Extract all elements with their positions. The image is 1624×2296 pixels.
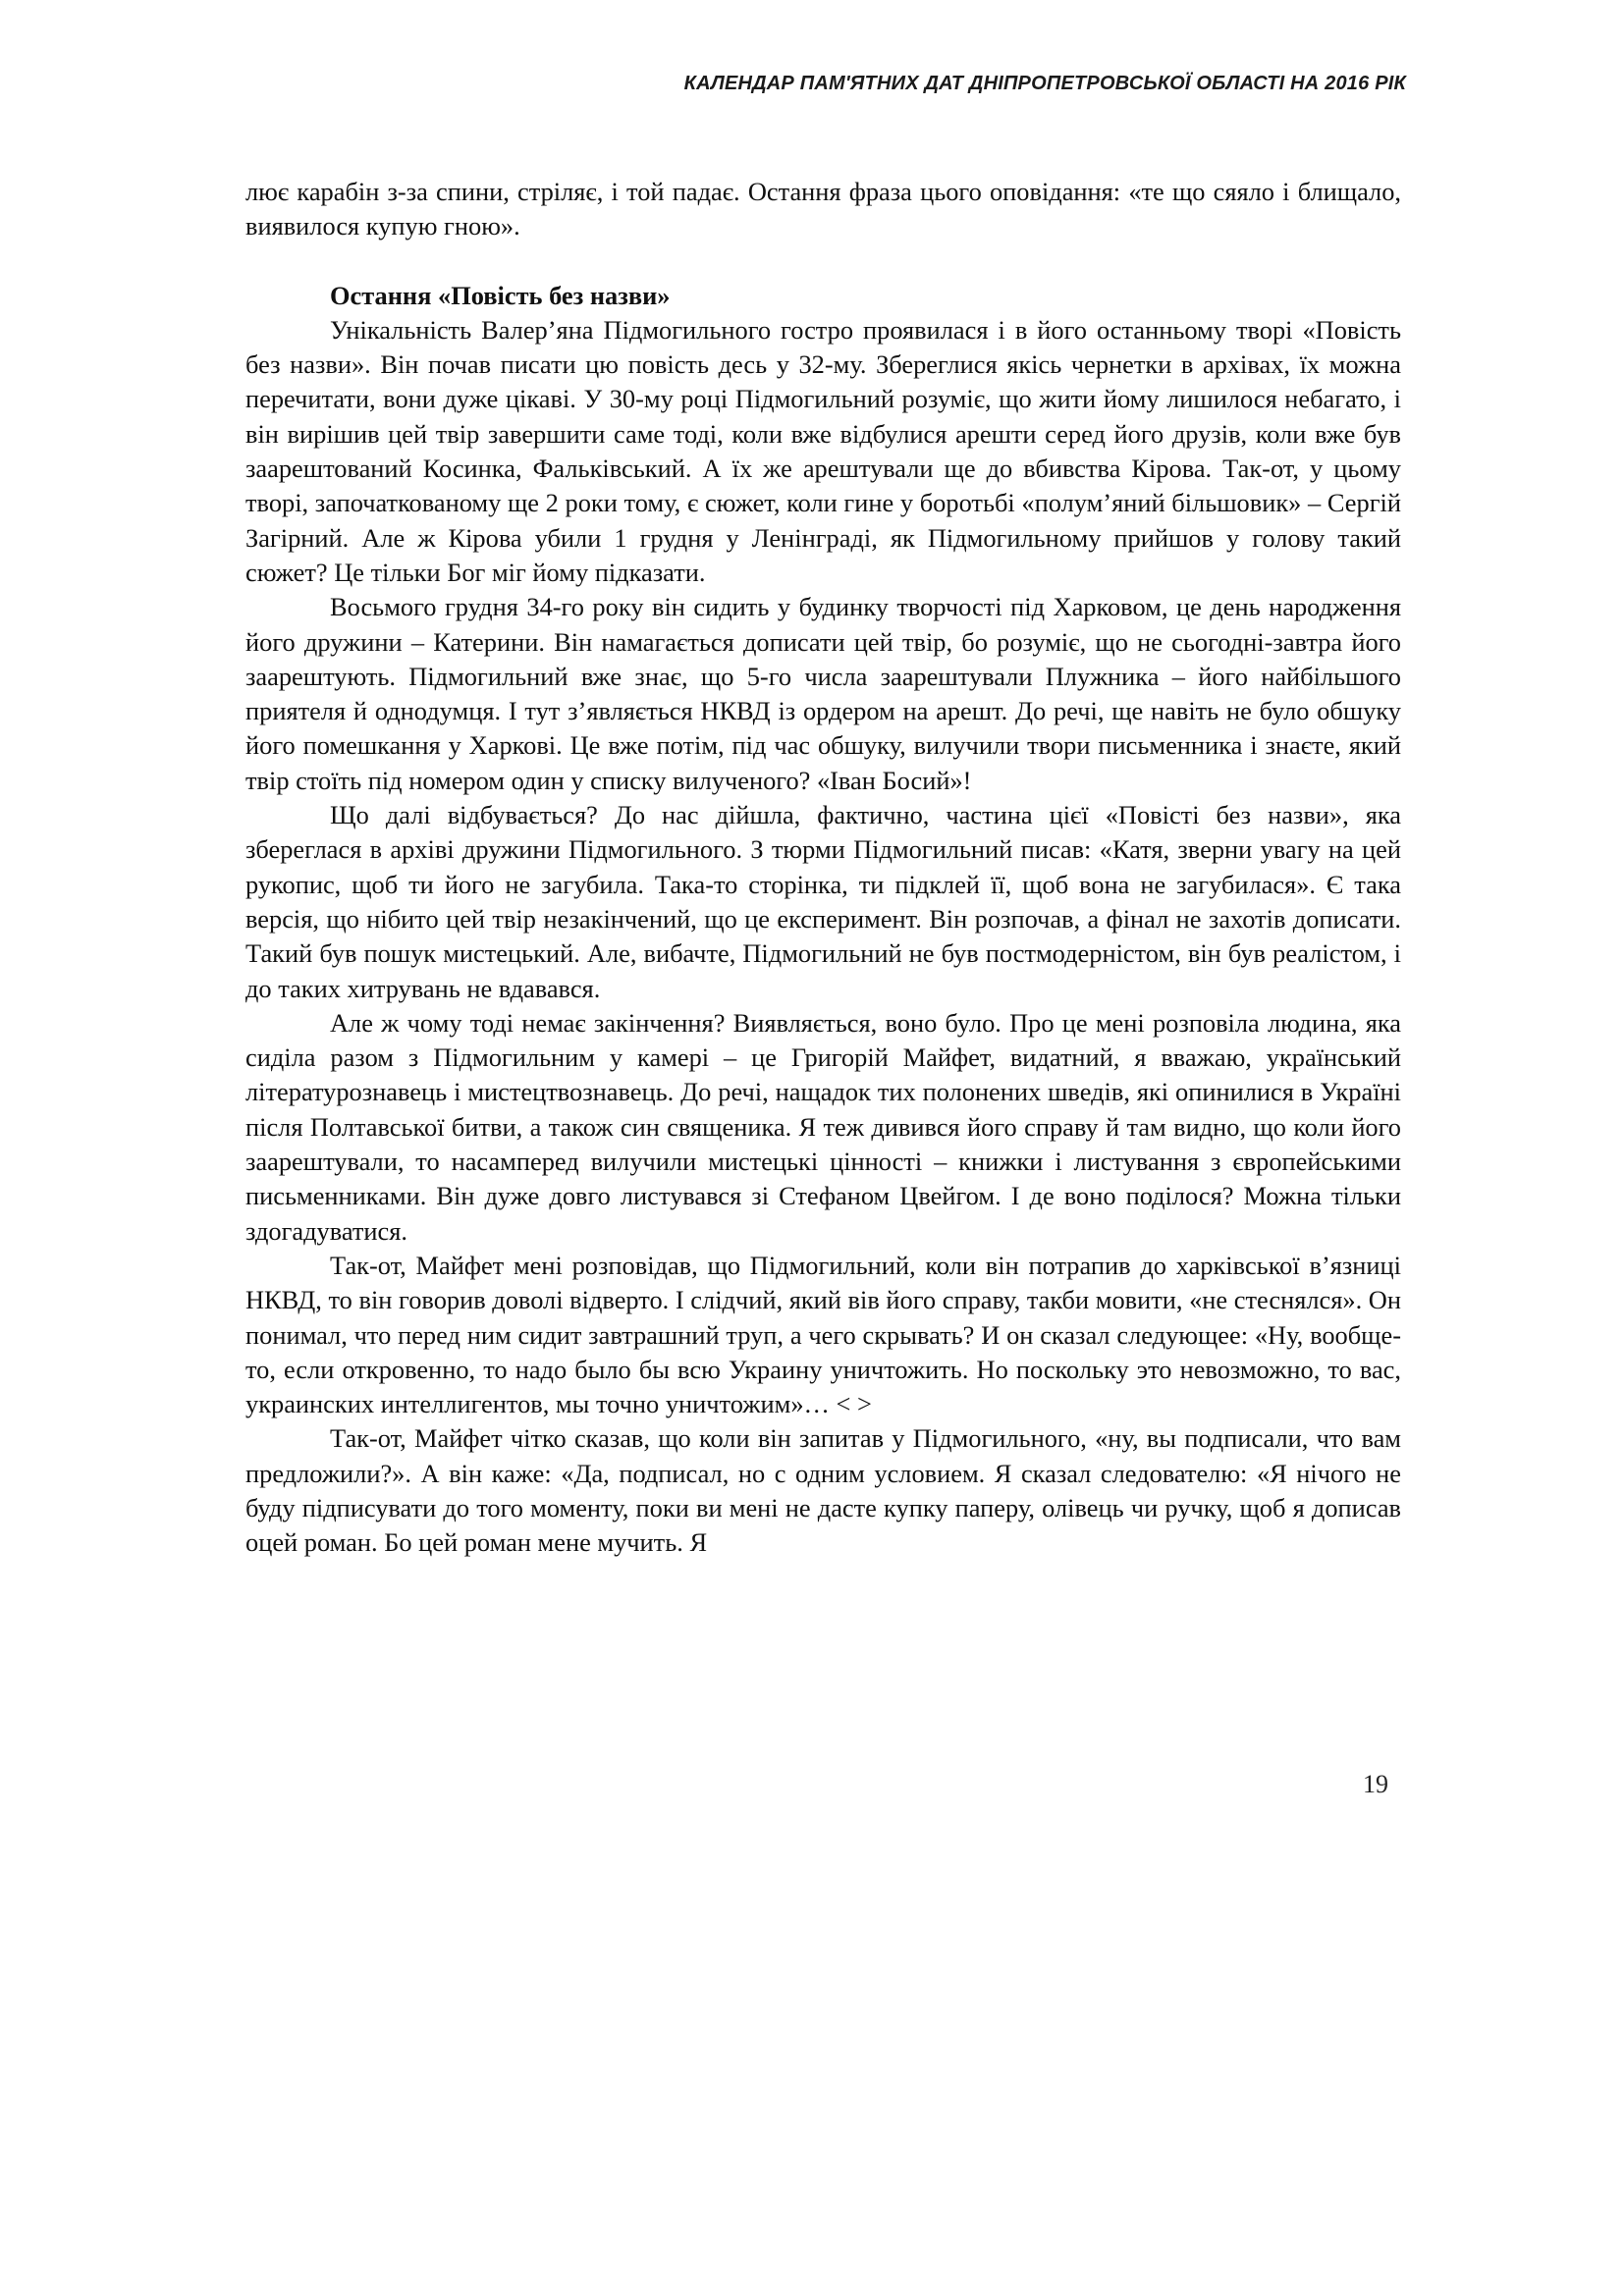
body-paragraph: Але ж чому тоді немає закінчення? Виявляється, воно було. Про це мені розповіла людина, яка сиділа разом з Підмогильним у камері – це Григорій Майфет, видатний, я вважаю, український літературознавець і мистецтвознавець. До речі, нащадок тих полонених шведів, які опинилися в Україні після Полтавської битви, а також син священика. Я теж дивився його справу й там видно, що коли його заарештували, то насамперед вилучили мистецькі цінності – книжки і листування з європейськими письменниками. Він дуже довго листувався зі Стефаном Цвейгом. І де воно поділося? Можна тільки здогадуватися. bbox=[245, 1007, 1401, 1246]
body-paragraph: Унікальність Валер’яна Підмогильного гостро проявилася і в його останньому творі «Повість без назви». Він почав писати цю повість десь у 32-му. Збереглися якісь чернетки в архівах, їх можна перечитати, вони дуже цікаві. У 30-му році Підмогильний розуміє, що жити йому лишилося небагато, і він вирішив цей твір завершити саме тоді, коли вже відбулися арешти серед його друзів, коли вже був заарештований Косинка, Фальківський. А їх же арештували ще до вбивства Кірова. Так-от, у цьому творі, започаткованому ще 2 роки тому, є сюжет, коли гине у боротьбі «полум’яний більшовик» – Сергій Загірний. Але ж Кірова убили 1 грудня у Ленінграді, як Підмогильному прийшов у голову такий сюжет? Це тільки Бог міг йому підказати. bbox=[245, 314, 1401, 587]
section-title: Остання «Повість без назви» bbox=[330, 280, 671, 310]
body-paragraph: Так-от, Майфет мені розповідав, що Підмогильний, коли він потрапив до харківської в’язниці НКВД, то він говорив доволі відверто. І слідчий, який вів його справу, такби мовити, «не стеснялся». Он понимал, что перед ним сидит завтрашний труп, а чего скрывать? И он сказал следующее: «Ну, вообще-то, если откровенно, то надо было бы всю Украину уничтожить. Но поскольку это невозможно, то вас, украинских интеллигентов, мы точно уничтожим»… < > bbox=[245, 1250, 1401, 1419]
body-paragraph: Так-от, Майфет чітко сказав, що коли він запитав у Підмогильного, «ну, вы подписали, что вам предложили?». А він каже: «Да, подписал, но с одним условием. Я сказал следователю: «Я нічого не буду підписувати до того моменту, поки ви мені не дасте купку паперу, олівець чи ручку, щоб я дописав оцей роман. Бо цей роман мене мучить. Я bbox=[245, 1423, 1401, 1558]
page-number: 19 bbox=[1363, 1770, 1388, 1798]
intro-paragraph: лює карабін з-за спини, стріляє, і той падає. Остання фраза цього оповідання: «те що сяяло і блищало, виявилося купую гною». bbox=[245, 177, 1401, 241]
body-paragraph: Восьмого грудня 34-го року він сидить у будинку творчості під Харковом, це день народження його дружини – Катерини. Він намагається дописати цей твір, бо розуміє, що не сьогодні-завтра його заарештують. Підмогильний вже знає, що 5-го числа заарештували Плужника – його найбільшого приятеля й однодумця. І тут з’являється НКВД із ордером на арешт. До речі, ще навіть не було обшуку його помешкання у Харкові. Це вже потім, під час обшуку, вилучили твори письменника і знаєте, який твір стоїть під номером один у списку вилученого? «Іван Босий»! bbox=[245, 592, 1401, 795]
body-paragraph: Що далі відбувається? До нас дійшла, фактично, частина цієї «Повісті без назви», яка збереглася в архіві дружини Підмогильного. З тюрми Підмогильний писав: «Катя, зверни увагу на цей рукопис, щоб ти його не загубила. Така-то сторінка, ти підклей її, щоб вона не загубилася». Є така версія, що нібито цей твір незакінчений, що це експеримент. Він розпочав, а фінал не захотів дописати. Такий був пошук мистецький. Але, вибачте, Підмогильний не був постмодерністом, він був реалістом, і до таких хитрувань не вдавався. bbox=[245, 800, 1401, 1003]
running-header: КАЛЕНДАР ПАМ'ЯТНИХ ДАТ ДНІПРОПЕТРОВСЬКОЇ ОБЛАСТІ НА 2016 РІК bbox=[683, 73, 1406, 94]
page-body bbox=[245, 175, 1401, 1561]
